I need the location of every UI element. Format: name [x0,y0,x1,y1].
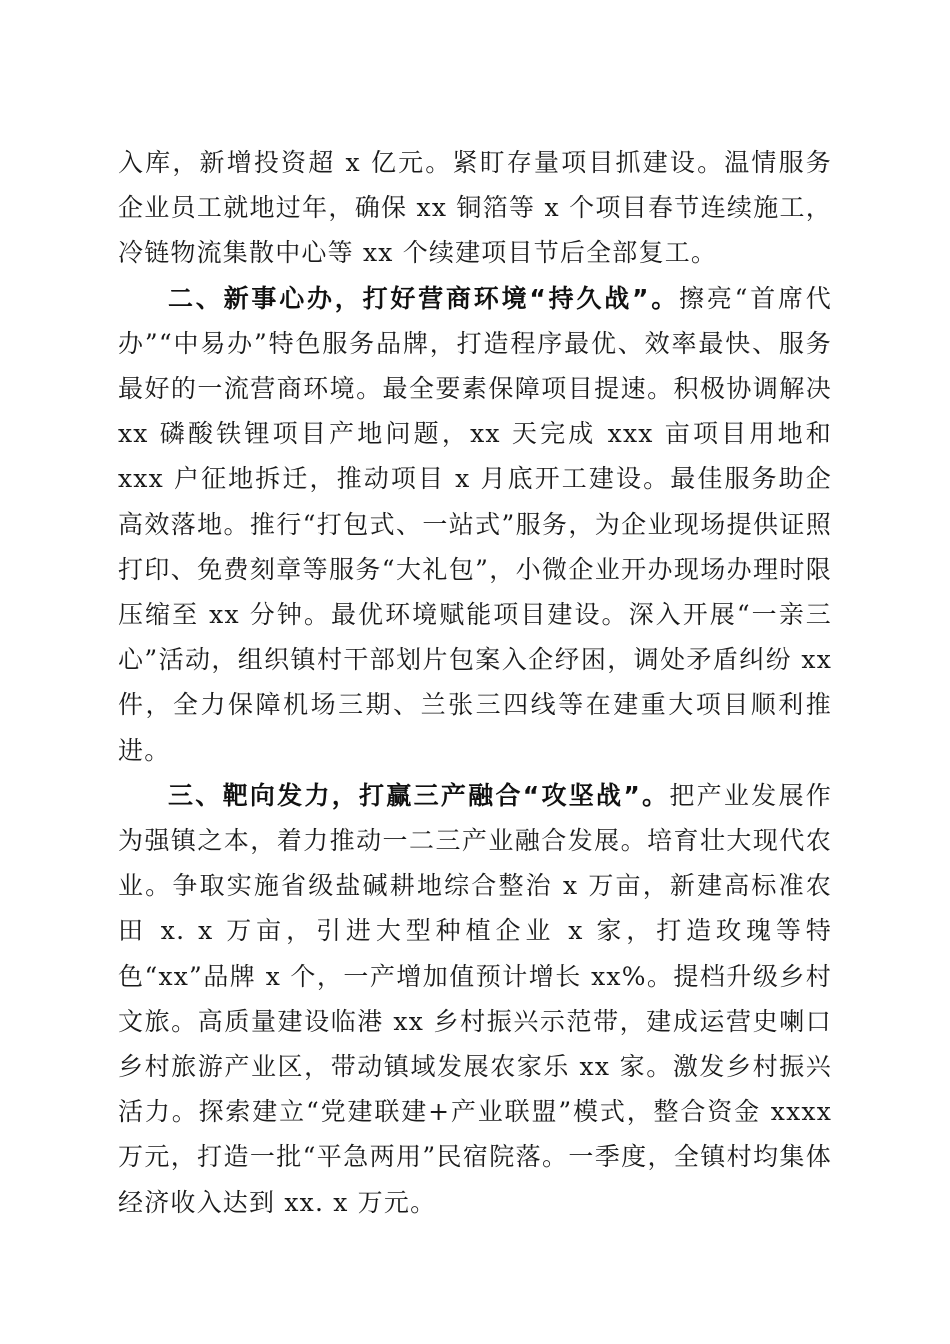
paragraph-text: 入库，新增投资超 x 亿元。紧盯存量项目抓建设。温情服务企业员工就地过年，确保 xx 铜箔等 x 个项目春节连续施工，冷链物流集散中心等 xx 个续建项目节后全部复工。 [118,148,832,268]
paragraph-text: 擦亮“首席代办”“中易办”特色服务品牌，打造程序最优、效率最快、服务最好的一流营商环境。最全要素保障项目提速。积极协调解决 xx 磷酸铁锂项目产地问题，xx 天完成 xxx 亩项目用地和 xxx 户征地拆迁，推动项目 x 月底开工建设。最佳服务助企高效落地。推行“打包式、一站式”服务，为企业现场提供证照打印、免费刻章等服务“大礼包”，小微企业开办现场办理时限压缩至 xx 分钟。最优环境赋能项目建设。深入开展“一亲三心”活动，组织镇村干部划片包案入企纾困，调处矛盾纠纷 xx 件，全力保障机场三期、兰张三四线等在建重大项目顺利推进。 [118,283,833,765]
paragraph-section-3 [118,773,832,1225]
paragraph-continuation [118,140,832,276]
section-heading: 二、新事心办，打好营商环境“持久战”。 [168,283,680,313]
document-body [118,140,832,1225]
paragraph-section-2 [118,276,832,773]
paragraph-text: 把产业发展作为强镇之本，着力推动一二三产业融合发展。培育壮大现代农业。争取实施省级盐碱耕地综合整治 x 万亩，新建高标准农田 x. x 万亩，引进大型种植企业 x 家，打造玫瑰等特色“xx”品牌 x 个，一产增加值预计增长 xx%。提档升级乡村文旅。高质量建设临港 xx 乡村振兴示范带，建成运营史喇口乡村旅游产业区，带动镇域发展农家乐 xx 家。激发乡村振兴活力。探索建立“党建联建+产业联盟”模式，整合资金 xxxx 万元，打造一批“平急两用”民宿院落。一季度，全镇村均集体经济收入达到 xx. x 万元。 [118,780,833,1217]
section-heading: 三、靶向发力，打赢三产融合“攻坚战”。 [168,780,670,810]
